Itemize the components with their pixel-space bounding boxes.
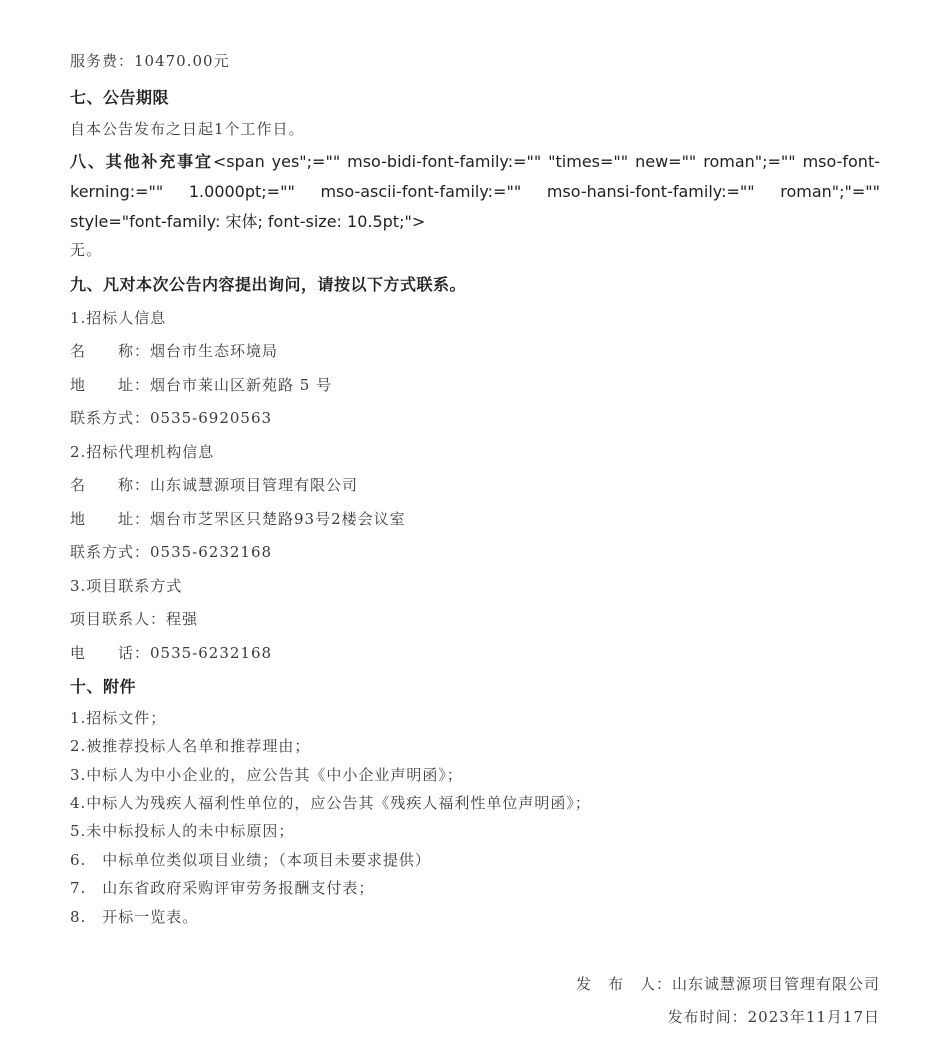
section7-heading: 七、公告期限 xyxy=(70,88,170,107)
attachment-item: 1.招标文件； xyxy=(70,709,167,727)
attachment-item: 2.被推荐投标人名单和推荐理由； xyxy=(70,737,311,755)
section8-heading: 八、其他补充事宜 xyxy=(70,152,213,171)
tenderer-contact: 联系方式：0535-6920563 xyxy=(70,409,273,427)
attachment-item: 3.中标人为中小企业的，应公告其《中小企业声明函》； xyxy=(70,766,463,784)
section9-heading: 九、凡对本次公告内容提出询问，请按以下方式联系。 xyxy=(70,275,467,294)
agency-name: 名 称：山东诚慧源项目管理有限公司 xyxy=(70,476,359,494)
project-contact-phone: 电 话：0535-6232168 xyxy=(70,644,273,662)
signature-publisher: 发 布 人：山东诚慧源项目管理有限公司 xyxy=(575,975,880,993)
section7-body: 自本公告发布之日起1个工作日。 xyxy=(70,120,305,138)
project-contact-person: 项目联系人：程强 xyxy=(70,610,199,628)
project-contact-title: 3.项目联系方式 xyxy=(70,577,183,595)
tenderer-title: 1.招标人信息 xyxy=(70,309,167,327)
section8-body: 无。 xyxy=(70,241,103,259)
attachment-item: 4.中标人为残疾人福利性单位的，应公告其《残疾人福利性单位声明函》； xyxy=(70,794,591,812)
agency-title: 2.招标代理机构信息 xyxy=(70,443,215,461)
agency-address: 地 址：烟台市芝罘区只楚路93号2楼会议室 xyxy=(70,510,406,528)
tenderer-name: 名 称：烟台市生态环境局 xyxy=(70,342,279,360)
tenderer-address: 地 址：烟台市莱山区新苑路 5 号 xyxy=(70,376,333,394)
signature-date: 发布时间：2023年11月17日 xyxy=(667,1008,880,1026)
section10-heading: 十、附件 xyxy=(70,677,137,696)
attachment-item: 8. 开标一览表。 xyxy=(70,908,199,926)
attachment-item: 6. 中标单位类似项目业绩；（本项目未要求提供） xyxy=(70,851,431,869)
service-fee: 服务费：10470.00元 xyxy=(70,52,230,70)
section8-block xyxy=(70,147,880,237)
section8-raw-markup: <span yes";="" mso-bidi-font-family:="" "times="" new="" roman";="" mso-font-kerning:="" 1.0000pt;="" mso-ascii-font-family:="" mso-hansi-font-family:="" roman";"="" style="font-family: 宋体; font-size: 10.5pt;"> xyxy=(70,152,880,231)
attachment-item: 5.未中标投标人的未中标原因； xyxy=(70,822,295,840)
attachment-item: 7. 山东省政府采购评审劳务报酬支付表； xyxy=(70,879,375,897)
agency-contact: 联系方式：0535-6232168 xyxy=(70,543,273,561)
